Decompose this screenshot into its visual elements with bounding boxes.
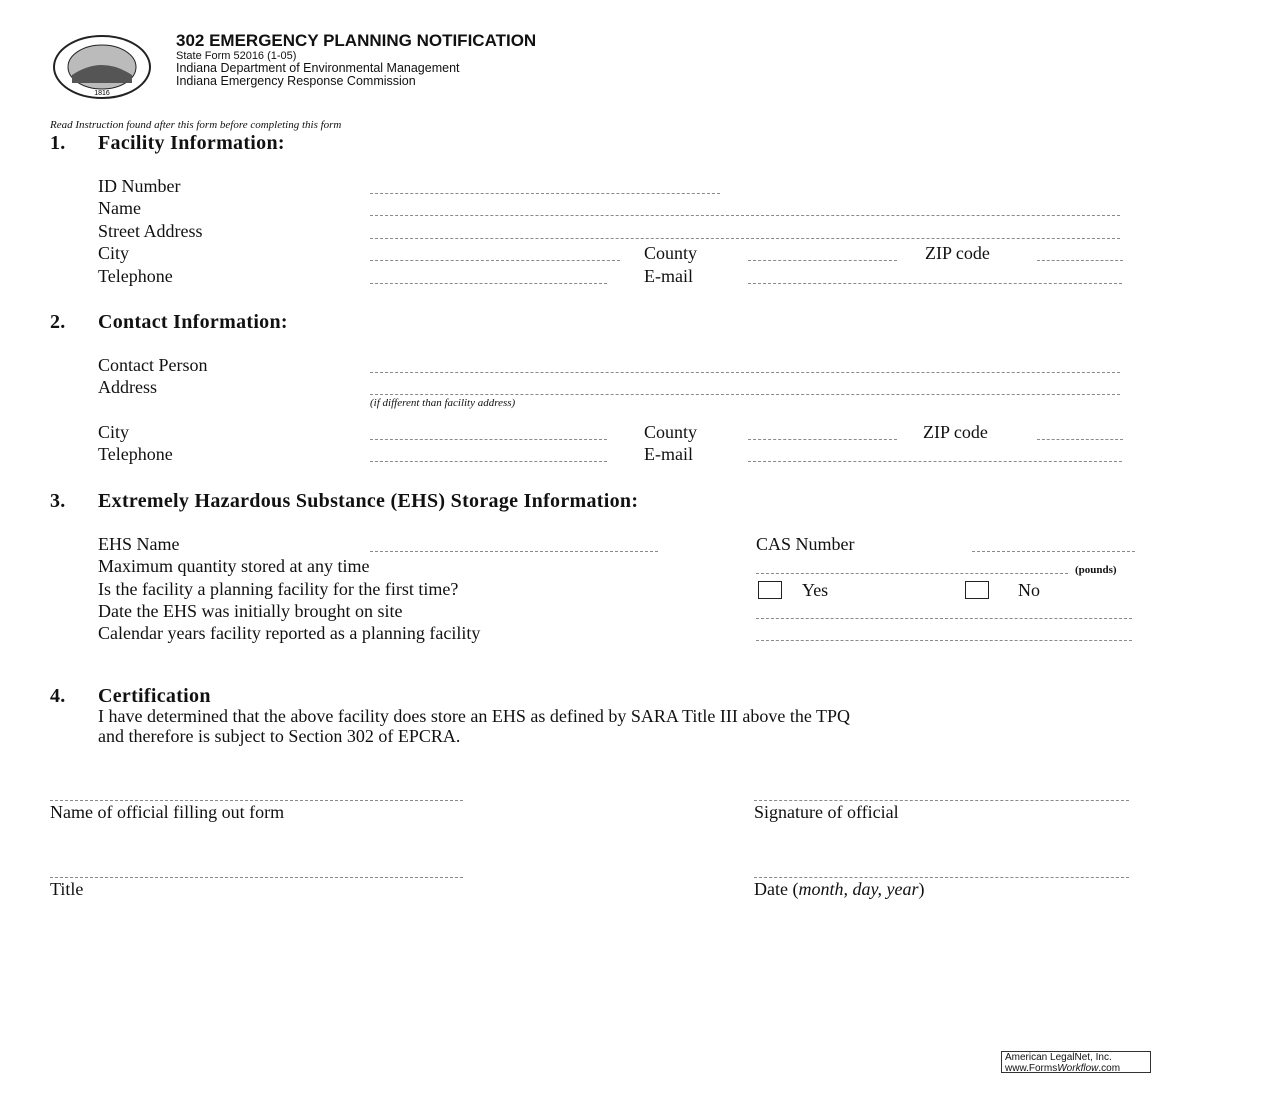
ehs-name-label: EHS Name: [98, 534, 180, 554]
address-label: Address: [98, 377, 157, 397]
official-name-field[interactable]: [50, 800, 463, 801]
contact-person-field[interactable]: [370, 372, 1120, 373]
section-1-number: 1.: [50, 132, 66, 154]
pounds-unit: (pounds): [1075, 564, 1117, 576]
title-label: Title: [50, 879, 84, 899]
contact-city-field[interactable]: [370, 439, 607, 440]
publisher-box: [1001, 1051, 1151, 1073]
cas-number-label: CAS Number: [756, 534, 855, 554]
certification-text-1: I have determined that the above facility does store an EHS as defined by SARA Title III above the TPQ: [98, 706, 851, 726]
form-title: 302 EMERGENCY PLANNING NOTIFICATION: [176, 31, 537, 50]
no-checkbox[interactable]: [965, 581, 989, 599]
contact-telephone-label: Telephone: [98, 444, 173, 464]
publisher-url: [1005, 1064, 1150, 1075]
title-field[interactable]: [50, 877, 463, 878]
contact-email-field[interactable]: [748, 461, 1122, 462]
url-suffix: .com: [1098, 1062, 1121, 1074]
date-format: month, day, year: [798, 879, 919, 899]
section-4-number: 4.: [50, 685, 66, 707]
form-number: State Form 52016 (1-05): [176, 50, 297, 62]
section-4-title: Certification: [98, 685, 211, 707]
section-1-title: Facility Information:: [98, 132, 285, 154]
address-field[interactable]: [370, 394, 1120, 395]
street-field[interactable]: [370, 238, 1120, 239]
certification-text-2: and therefore is subject to Section 302 of EPCRA.: [98, 726, 461, 746]
publisher-name: American LegalNet, Inc.: [1005, 1052, 1112, 1063]
county-label: County: [644, 243, 698, 263]
zip-field[interactable]: [1037, 260, 1123, 261]
date-field[interactable]: [754, 877, 1129, 878]
date-label-prefix: Date (: [754, 879, 799, 899]
city-label: City: [98, 243, 130, 263]
county-field[interactable]: [748, 260, 897, 261]
no-label: No: [1018, 580, 1040, 600]
name-label: Name: [98, 198, 141, 218]
max-quantity-field[interactable]: [756, 573, 1068, 574]
contact-zip-label: ZIP code: [923, 422, 988, 442]
calendar-years-field[interactable]: [756, 640, 1132, 641]
address-note: (if different than facility address): [370, 397, 516, 409]
contact-zip-field[interactable]: [1037, 439, 1123, 440]
signature-label: Signature of official: [754, 802, 899, 822]
calendar-years-label: Calendar years facility reported as a planning facility: [98, 623, 481, 643]
contact-county-field[interactable]: [748, 439, 897, 440]
url-prefix: www.Forms: [1005, 1062, 1058, 1074]
contact-city-label: City: [98, 422, 130, 442]
official-name-label: Name of official filling out form: [50, 802, 285, 822]
email-field[interactable]: [748, 283, 1122, 284]
name-field[interactable]: [370, 215, 1120, 216]
id-label: ID Number: [98, 176, 181, 196]
date-label-suffix: ): [918, 879, 925, 899]
telephone-field[interactable]: [370, 283, 607, 284]
first-time-label: Is the facility a planning facility for the first time?: [98, 579, 459, 599]
max-quantity-label: Maximum quantity stored at any time: [98, 556, 370, 576]
contact-person-label: Contact Person: [98, 355, 208, 375]
section-2-title: Contact Information:: [98, 311, 288, 333]
url-italic: Workflow: [1057, 1062, 1099, 1074]
department: Indiana Department of Environmental Management: [176, 61, 460, 75]
contact-email-label: E-mail: [644, 444, 693, 464]
date-label: [754, 879, 924, 899]
street-label: Street Address: [98, 221, 203, 241]
telephone-label: Telephone: [98, 266, 173, 286]
svg-text:1816: 1816: [94, 90, 110, 97]
contact-county-label: County: [644, 422, 698, 442]
commission: Indiana Emergency Response Commission: [176, 74, 416, 88]
signature-field[interactable]: [754, 800, 1129, 801]
yes-label: Yes: [802, 580, 829, 600]
zip-label: ZIP code: [925, 243, 990, 263]
email-label: E-mail: [644, 266, 693, 286]
section-2-number: 2.: [50, 311, 66, 333]
cas-number-field[interactable]: [972, 551, 1135, 552]
date-onsite-field[interactable]: [756, 618, 1132, 619]
section-3-number: 3.: [50, 490, 66, 512]
contact-telephone-field[interactable]: [370, 461, 607, 462]
instruction-note: Read Instruction found after this form before completing this form: [50, 119, 342, 131]
section-3-title: Extremely Hazardous Substance (EHS) Storage Information:: [98, 490, 639, 512]
city-field[interactable]: [370, 260, 620, 261]
id-field[interactable]: [370, 193, 720, 194]
ehs-name-field[interactable]: [370, 551, 658, 552]
indiana-seal-logo: [52, 35, 152, 100]
yes-checkbox[interactable]: [758, 581, 782, 599]
date-onsite-label: Date the EHS was initially brought on site: [98, 601, 403, 621]
